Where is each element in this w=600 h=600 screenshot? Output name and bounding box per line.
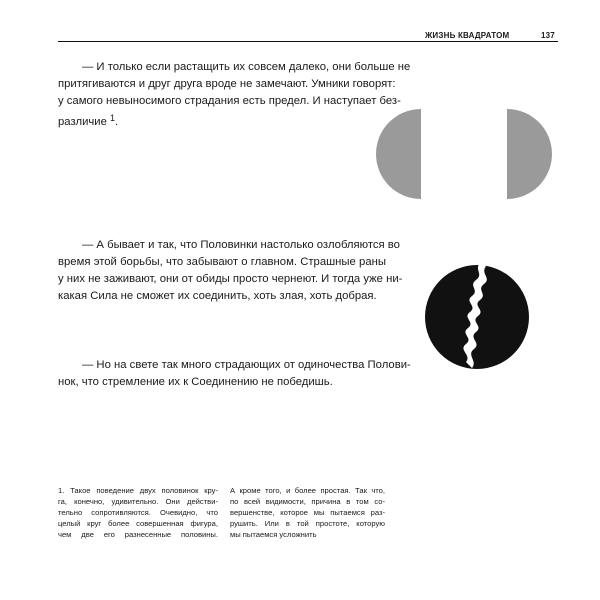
footnote-line: чем две его разнесенные половины. <box>58 530 218 539</box>
paragraph-1 <box>58 59 411 131</box>
paragraph-2 <box>58 237 403 305</box>
running-title: ЖИЗНЬ КВАДРАТОМ <box>425 31 510 40</box>
text-line: — И только если растащить их совсем далеко, они больше не <box>82 61 411 73</box>
footnote-line: мы пытаемся усложнить <box>230 530 317 539</box>
text-fragment: различие <box>58 116 107 128</box>
footnote-line: тельно сопротивляются. Очевидно, что <box>58 508 218 517</box>
text-line: — Но на свете так много страдающих от одиночества Полови- <box>82 359 411 371</box>
text-line: время этой борьбы, что забывают о главном. Страшные раны <box>58 256 386 268</box>
text-line: у самого невыносимого страдания есть предел. И наступает без- <box>58 95 401 107</box>
footnote-line: 1. Такое поведение двух половинок кру- <box>58 486 218 495</box>
cracked-black-circle-illustration <box>420 260 535 375</box>
footnote-line: А кроме того, и более простая. Так что, <box>230 486 385 495</box>
footnote-ref[interactable]: 1 <box>110 113 116 123</box>
header-rule <box>58 41 558 42</box>
right-half-circle <box>507 109 552 199</box>
footnote-line: га, конечно, удивительно. Они действи- <box>58 497 218 506</box>
separated-half-circles-illustration <box>370 100 570 210</box>
footnote-column-1 <box>58 485 218 540</box>
text-line: нок, что стремление их к Соединению не победишь. <box>58 376 333 388</box>
text-line: какая Сила не сможет их соединить, хоть злая, хоть добрая. <box>58 290 377 302</box>
footnote-column-2 <box>230 485 385 540</box>
text-line: притягиваются и друг друга вроде не замечают. Умники говорят: <box>58 78 396 90</box>
text-line: — А бывает и так, что Половинки настолько озлобляются во <box>82 239 400 251</box>
text-line <box>58 110 386 131</box>
footnote-line: вершенстве, которое мы пытаемся раз- <box>230 508 385 517</box>
page-number: 137 <box>541 31 555 40</box>
text-line: у них не заживают, они от обиды просто чернеют. И тогда уже ни- <box>58 273 403 285</box>
left-half-circle <box>376 109 421 199</box>
text-fragment: . <box>115 116 119 128</box>
footnote-line: по всей видимости, причина в том со- <box>230 497 385 506</box>
footnote-line: целый круг более совершенная фигура, <box>58 519 218 528</box>
footnote-line: рушить. Или в той простоте, которую <box>230 519 385 528</box>
paragraph-3 <box>58 357 411 391</box>
